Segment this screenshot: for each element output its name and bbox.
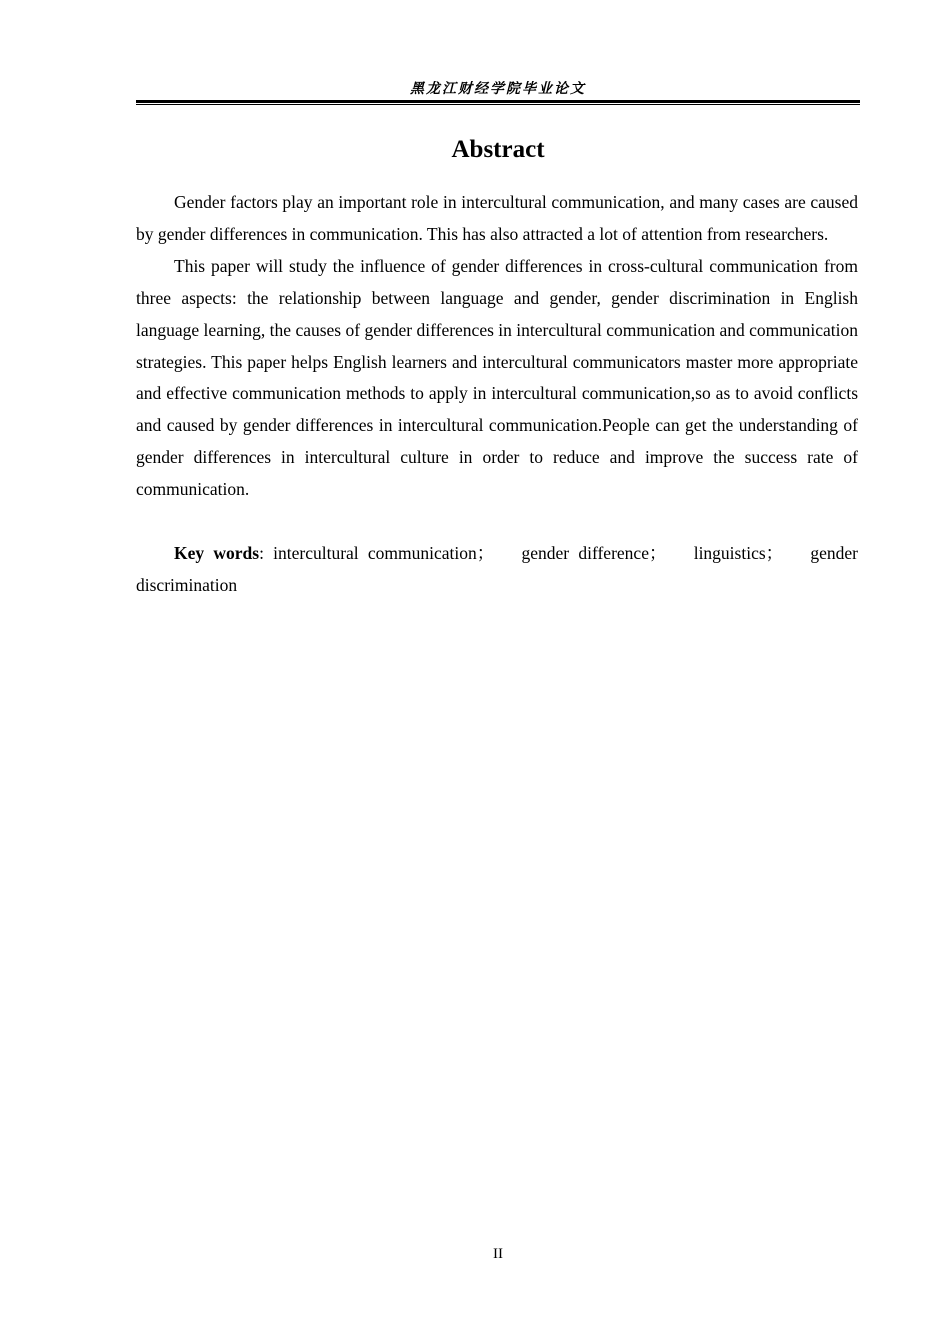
- abstract-paragraph-1: Gender factors play an important role in intercultural communication, and many cases are caused by gender differences in communication. This has also attracted a lot of attention from researchers.: [136, 192, 858, 244]
- keyword-separator: ；: [648, 543, 667, 564]
- keywords-label: Key words: [174, 543, 260, 564]
- abstract-body: [136, 187, 858, 602]
- keyword-separator: ；: [765, 543, 784, 564]
- keyword-separator: ；: [476, 543, 495, 564]
- keywords-line: [136, 538, 858, 602]
- header-rule: [136, 100, 860, 105]
- keyword-item: intercultural communication: [273, 543, 477, 564]
- page-number: II: [493, 1246, 503, 1262]
- abstract-paragraph-2: This paper will study the influence of gender differences in cross-cultural communication from three aspects: the relationship between language and gender, gender discrimination in English language learning, the causes of gender differences in intercultural communication and communication strategies. This paper helps English learners and intercultural communicators master more appropriate and effective communication methods to apply in intercultural communication,so as to avoid conflicts and caused by gender differences in intercultural communication.People can get the understanding of gender differences in intercultural culture in order to reduce and improve the success rate of communication.: [136, 255, 858, 500]
- abstract-title: Abstract: [451, 136, 545, 163]
- running-header: 黑龙江财经学院毕业论文: [410, 81, 586, 97]
- keywords-colon: :: [259, 543, 274, 564]
- keyword-item: linguistics: [693, 543, 766, 564]
- keyword-item: gender discrimination: [136, 543, 859, 595]
- keyword-item: gender difference: [521, 543, 649, 564]
